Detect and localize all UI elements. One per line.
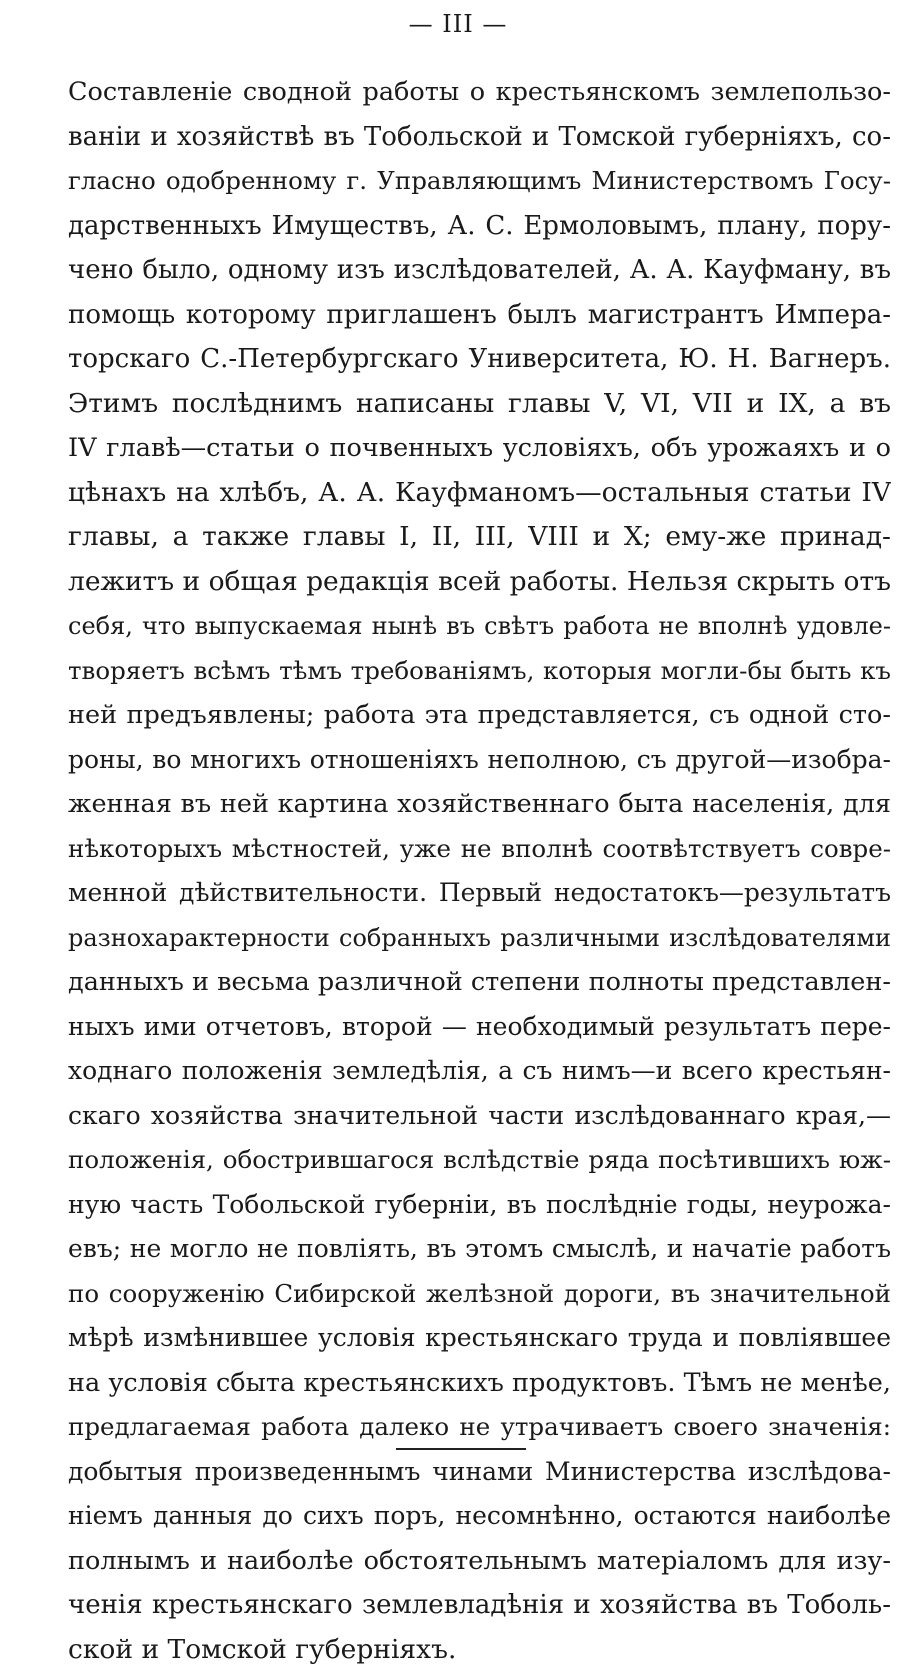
text-line: гласно одобренному г. Управляющимъ Министерствомъ Госу-: [68, 159, 891, 204]
text-line: данныхъ и весьма различной степени полноты представлен-: [68, 960, 891, 1005]
text-line: помощь которому приглашенъ былъ магистрантъ Импера-: [68, 293, 891, 338]
text-line: ныхъ ими отчетовъ, второй — необходимый результатъ пере-: [68, 1005, 891, 1050]
text-line: мѣрѣ измѣнившее условія крестьянскаго труда и повліявшее: [68, 1316, 891, 1361]
text-line: ченія крестьянскаго землевладѣнія и хозяйства въ Тоболь-: [68, 1583, 891, 1628]
text-line: чено было, одному изъ изслѣдователей, А. А. Кауфману, въ: [68, 248, 891, 293]
text-line: торскаго С.-Петербургскаго Университета, Ю. Н. Вагнеръ.: [68, 337, 891, 382]
text-line: IV главѣ—статьи о почвенныхъ условіяхъ, объ урожаяхъ и о: [68, 426, 891, 471]
text-line: предлагаемая работа далеко не утрачиваетъ своего значенія:: [68, 1405, 891, 1450]
text-line: добытыя произведеннымъ чинами Министерства изслѣдова-: [68, 1450, 891, 1495]
text-line: нѣкоторыхъ мѣстностей, уже не вполнѣ соотвѣтствуетъ совре-: [68, 827, 891, 872]
text-line: главы, а также главы I, II, III, VIII и X; ему-же принад-: [68, 515, 891, 560]
text-line: менной дѣйствительности. Первый недостатокъ—результатъ: [68, 871, 891, 916]
text-line: творяетъ всѣмъ тѣмъ требованіямъ, которыя могли-бы быть къ: [68, 649, 891, 694]
page-number: — III —: [0, 10, 916, 38]
text-line: на условія сбыта крестьянскихъ продуктовъ. Тѣмъ не менѣе,: [68, 1361, 891, 1406]
text-line: ней предъявлены; работа эта представляется, съ одной сто-: [68, 693, 891, 738]
text-line: лежитъ и общая редакція всей работы. Нельзя скрыть отъ: [68, 560, 891, 605]
text-line: Этимъ послѣднимъ написаны главы V, VI, VII и IX, а въ: [68, 382, 891, 427]
text-line: женная въ ней картина хозяйственнаго быта населенія, для: [68, 782, 891, 827]
text-line: цѣнахъ на хлѣбъ, А. А. Кауфманомъ—остальныя статьи IV: [68, 471, 891, 516]
text-line: скаго хозяйства значительной части изслѣдованнаго края,—: [68, 1094, 891, 1139]
text-line: положенія, обострившагося вслѣдствіе ряда посѣтившихъ юж-: [68, 1138, 891, 1183]
text-line: ніемъ данныя до сихъ поръ, несомнѣнно, остаются наиболѣе: [68, 1494, 891, 1539]
text-line: дарственныхъ Имуществъ, А. С. Ермоловымъ, плану, пору-: [68, 204, 891, 249]
text-line: разнохарактерности собранныхъ различными изслѣдователями: [68, 916, 891, 961]
end-rule-divider: [396, 1448, 526, 1450]
text-line: роны, во многихъ отношеніяхъ неполною, съ другой—изобра-: [68, 738, 891, 783]
text-line: по сооруженію Сибирской желѣзной дороги, въ значительной: [68, 1272, 891, 1317]
body-paragraph: [68, 70, 891, 1672]
text-line: себя, что выпускаемая нынѣ въ свѣтъ работа не вполнѣ удовле-: [68, 604, 891, 649]
text-line: ную часть Тобольской губерніи, въ послѣдніе годы, неурожа-: [68, 1183, 891, 1228]
text-line-last: ской и Томской губерніяхъ.: [68, 1628, 891, 1672]
text-line: евъ; не могло не повліять, въ этомъ смыслѣ, и начатіе работъ: [68, 1227, 891, 1272]
text-line: Составленіе сводной работы о крестьянскомъ землепользо-: [68, 70, 891, 115]
text-line: ходнаго положенія земледѣлія, а съ нимъ—и всего крестьян-: [68, 1049, 891, 1094]
text-line: полнымъ и наиболѣе обстоятельнымъ матеріаломъ для изу-: [68, 1539, 891, 1584]
text-line: ваніи и хозяйствѣ въ Тобольской и Томской губерніяхъ, со-: [68, 115, 891, 160]
